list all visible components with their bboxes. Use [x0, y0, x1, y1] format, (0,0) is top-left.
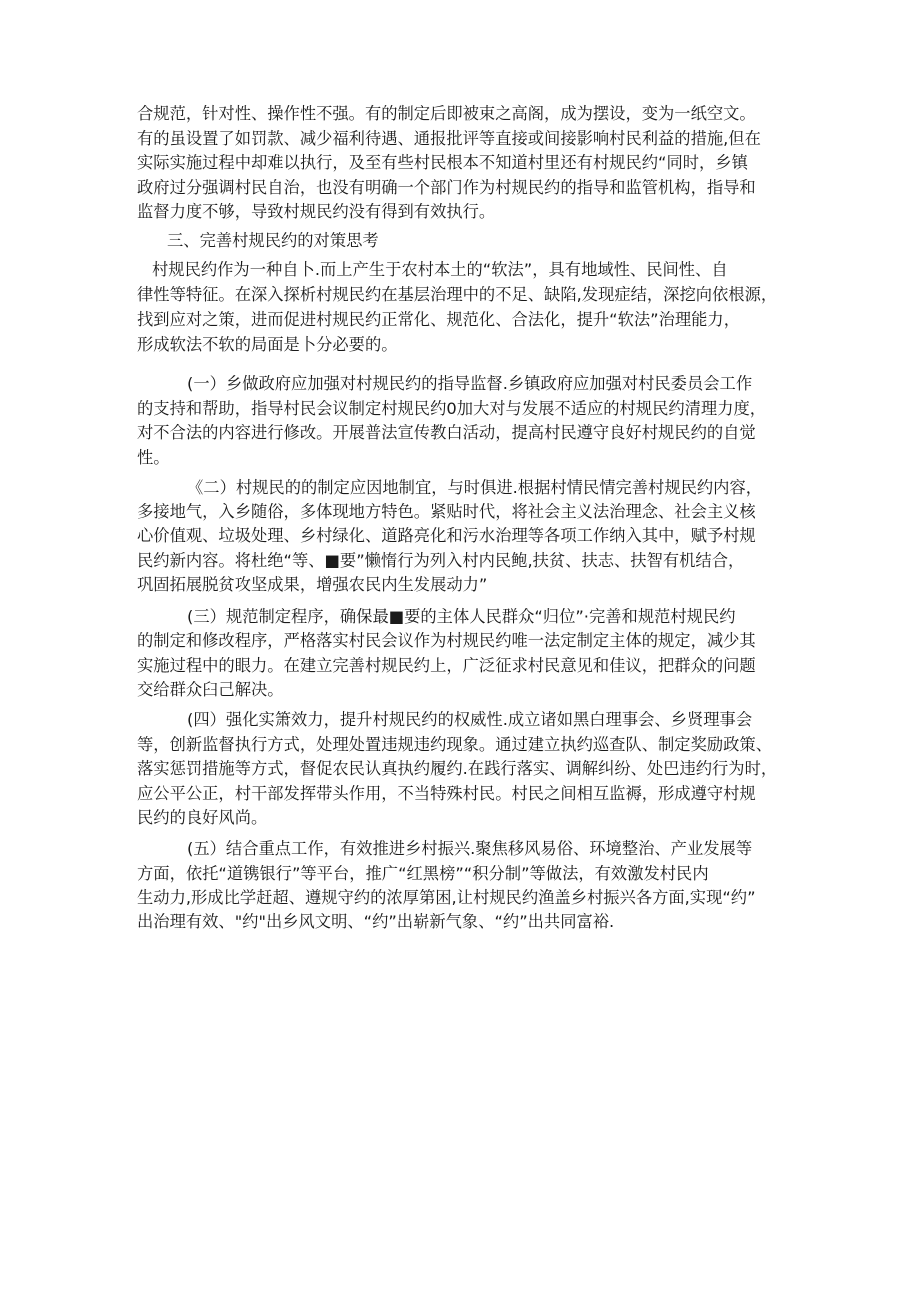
text-line: 找到应对之策，进而促进村规民约正常化、规范化、合法化，提升“软法”治理能力，: [137, 310, 740, 329]
text-line: (三）规范制定程序，确保最■要的主体人民群众“归位”·完善和规范村规民约: [187, 607, 736, 626]
text-line: 等，创新监督执行方式，处理处置违规违约现象。通过建立执约巡查队、制定奖励政策、: [137, 735, 772, 754]
text-line: 心价值观、垃圾处理、乡村绿化、道路亮化和污水治理等各项工作纳入其中，赋予村规: [137, 526, 756, 545]
text-line: 民约新内容。将杜绝“等、■要”懒惰行为列入村内民鲍,扶贫、扶志、扶智有机结合，: [137, 551, 745, 570]
text-line: 多接地气，入乡随俗，多体现地方特色。紧贴时代，将社会主义法治理念、社会主义核: [137, 502, 756, 521]
text-line: 应公平公正，村干部发挥带头作用，不当特殊村民。村民之间相互监褥，形成遵守村规: [137, 784, 756, 803]
text-line: 《二）村规民的的制定应因地制宜，与时俱进.根据村情民情完善村规民约内容，: [187, 478, 763, 497]
text-line: (五）结合重点工作，有效推进乡村振兴.聚焦移风易俗、环境整治、产业发展等: [187, 839, 753, 858]
text-line: 对不合法的内容进行修改。开展普法宣传教白活动，提高村民遵守良好村规民约的自觉: [137, 423, 756, 442]
text-line: 形成软法不软的局面是卜分必要的。: [137, 335, 398, 354]
text-line: 合规范，针对性、操作性不强。有的制定后即被束之高阁，成为摆设，变为一纸空文。: [137, 104, 756, 123]
text-line: 律性等特征。在深入探析村规民约在基层治理中的不足、缺陷,发现症结，深挖向依根源，: [137, 285, 778, 304]
text-line: 民约的良好风尚。: [137, 808, 268, 827]
text-line: 政府过分强调村民自治，也没有明确一个部门作为村规民约的指导和监管机构，指导和: [137, 178, 756, 197]
text-line: (四）强化实箫效力，提升村规民约的权威性.成立诸如黑白理事会、乡贤理事会: [187, 710, 753, 729]
section-heading: 三、完善村规民约的对策思考: [167, 231, 379, 250]
text-line: 方面，依托“道镌银行”等平台，推广“红黑榜”“积分制”等做法，有效激发村民内: [137, 864, 709, 883]
text-line: 实施过程中的眼力。在建立完善村规民约上，广泛征求村民意见和佳议，把群众的问题: [137, 656, 756, 675]
text-line: 的制定和修改程序，严格落实村民会议作为村规民约唯一法定制定主体的规定，减少其: [137, 631, 756, 650]
text-line: 落实惩罚措施等方式，督促农民认真执约履约.在践行落实、调解纠纷、处巴违约行为时，: [137, 759, 778, 778]
text-line: 村规民约作为一种自卜.而上产生于农村本土的“软法”，具有地域性、民间性、自: [152, 260, 728, 279]
text-line: 巩固拓展脱贫攻坚成果，增强农民内生发展动力”: [137, 575, 488, 594]
text-line: 监督力度不够，导致村规民约没有得到有效执行。: [137, 202, 496, 221]
text-line: (一）乡做政府应加强对村规民约的指导监督.乡镇政府应加强对村民委员会工作: [187, 374, 753, 393]
text-line: 交给群众臼己解决。: [137, 680, 284, 699]
text-line: 实际实施过程中却难以执行，及至有些村民根本不知道村里还有村规民约“同时，乡镇: [137, 153, 748, 172]
text-line: 的支持和帮助，指导村民会议制定村规民约0加大对与发展不适应的村规民约清理力度，: [137, 399, 767, 418]
text-line: 性。: [137, 448, 170, 467]
text-line: 有的虽设置了如罚款、减少福利待遇、通报批评等直接或间接影响村民利益的措施,但在: [137, 129, 761, 148]
text-line: 生动力,形成比学赶超、遵规守约的浓厚第困,让村规民约渔盖乡村振兴各方面,实现“约”: [137, 888, 756, 907]
text-line: 出治理有效、"约"出乡风文明、“约”出崭新气象、“约”出共同富裕.: [137, 912, 615, 931]
